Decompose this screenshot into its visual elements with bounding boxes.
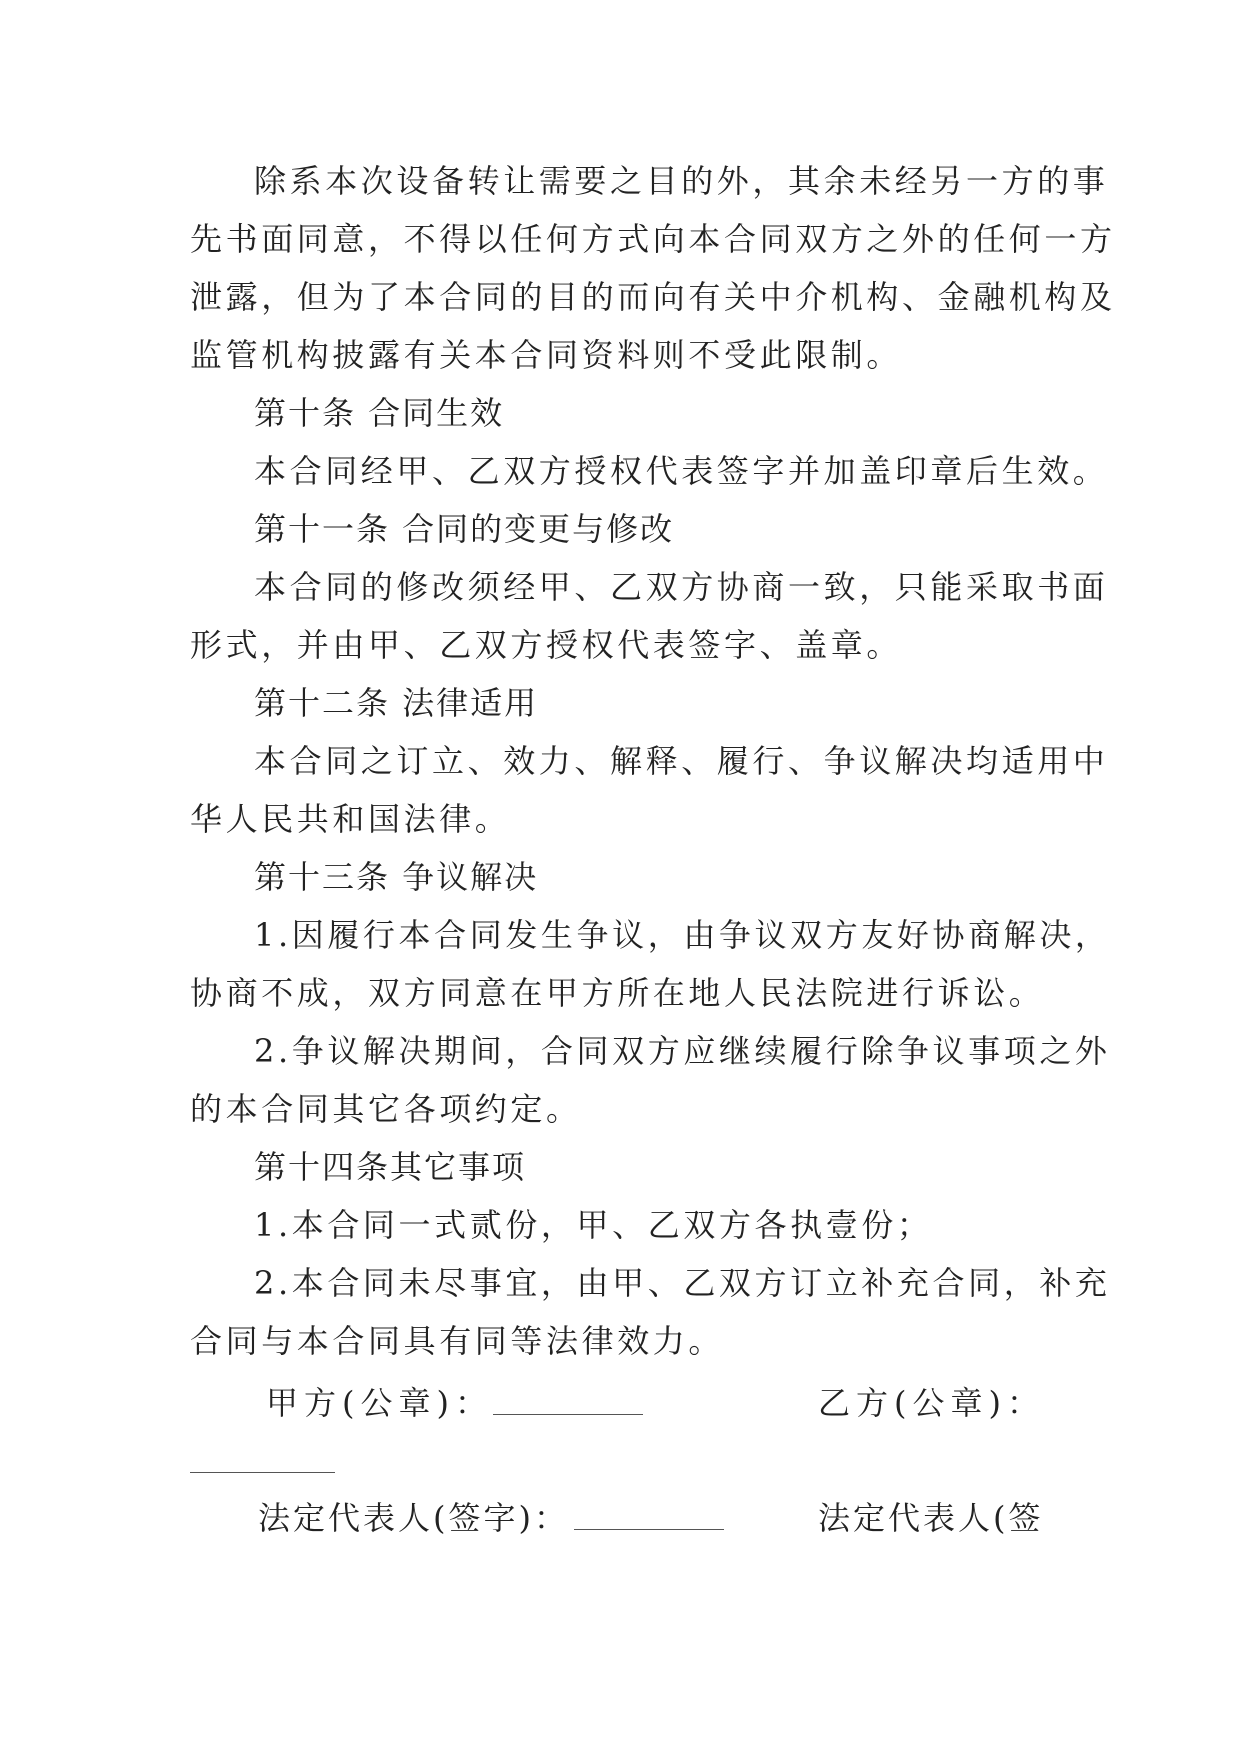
- paragraph-line: 1.本合同一式贰份，甲、乙双方各执壹份；: [254, 1206, 933, 1244]
- party-b-seal-blank: [190, 1472, 335, 1473]
- paragraph-line: 合同与本合同具有同等法律效力。: [190, 1322, 725, 1360]
- paragraph-line: 的本合同其它各项约定。: [190, 1090, 582, 1128]
- party-a-rep-label: 法定代表人(签字)：: [258, 1499, 569, 1537]
- paragraph-line: 华人民共和国法律。: [190, 800, 511, 838]
- paragraph-line: 除系本次设备转让需要之目的外，其余未经另一方的事: [254, 162, 1109, 200]
- paragraph-line: 形式，并由甲、乙双方授权代表签字、盖章。: [190, 626, 903, 664]
- party-b-seal-label: 乙方(公章)：: [818, 1384, 1045, 1422]
- paragraph-line: 协商不成，双方同意在甲方所在地人民法院进行诉讼。: [190, 974, 1045, 1012]
- paragraph-line: 本合同的修改须经甲、乙双方协商一致，只能采取书面: [254, 568, 1109, 606]
- article-heading: 第十条 合同生效: [254, 394, 505, 432]
- article-heading: 第十二条 法律适用: [254, 684, 539, 722]
- paragraph-line: 监管机构披露有关本合同资料则不受此限制。: [190, 336, 903, 374]
- paragraph-line: 先书面同意，不得以任何方式向本合同双方之外的任何一方: [190, 220, 1116, 258]
- article-heading: 第十一条 合同的变更与修改: [254, 510, 675, 548]
- party-a-rep-blank: [574, 1529, 724, 1530]
- article-heading: 第十四条其它事项: [254, 1148, 527, 1186]
- paragraph-line: 本合同之订立、效力、解释、履行、争议解决均适用中: [254, 742, 1109, 780]
- party-a-seal-label: 甲方(公章)：: [266, 1384, 493, 1422]
- paragraph-line: 2.争议解决期间，合同双方应继续履行除争议事项之外: [254, 1032, 1111, 1070]
- article-heading: 第十三条 争议解决: [254, 858, 539, 896]
- paragraph-line: 1.因履行本合同发生争议，由争议双方友好协商解决，: [254, 916, 1111, 954]
- party-a-seal-blank: [493, 1414, 643, 1415]
- paragraph-line: 2.本合同未尽事宜，由甲、乙双方订立补充合同，补充: [254, 1264, 1111, 1302]
- party-b-rep-label: 法定代表人(签: [818, 1499, 1044, 1537]
- paragraph-line: 本合同经甲、乙双方授权代表签字并加盖印章后生效。: [254, 452, 1109, 490]
- paragraph-line: 泄露，但为了本合同的目的而向有关中介机构、金融机构及: [190, 278, 1116, 316]
